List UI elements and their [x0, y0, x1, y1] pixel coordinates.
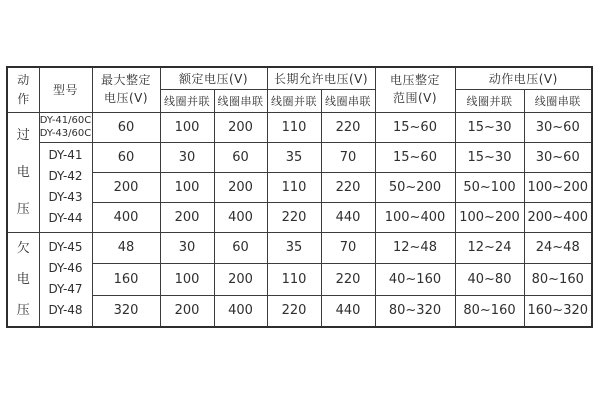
value-cell: 40~160 [375, 264, 455, 296]
value-cell: 80~160 [455, 295, 524, 327]
data-row [7, 264, 592, 296]
model-label: DY-48 [48, 303, 83, 317]
value-cell: 100~400 [375, 202, 455, 232]
header-max-setting-voltage [92, 67, 160, 112]
value-cell: 440 [321, 295, 375, 327]
value-cell: 400 [214, 202, 267, 232]
value-cell: 200 [92, 172, 160, 202]
value-cell: 80~160 [524, 264, 592, 296]
value-cell: 200~400 [524, 202, 592, 232]
data-row [7, 142, 592, 172]
section-char: 压 [16, 302, 30, 318]
section-char: 电 [16, 271, 30, 287]
value-cell: 35 [267, 142, 321, 172]
header-setting-range-line: 范围(V) [392, 91, 438, 106]
value-cell: 160~320 [524, 295, 592, 327]
value-cell: 100~200 [524, 172, 592, 202]
value-cell: 200 [160, 202, 214, 232]
relay-spec-table-container [6, 66, 593, 328]
value-cell: 100 [160, 172, 214, 202]
value-cell: 30 [160, 142, 214, 172]
header-action-line: 动 [17, 72, 30, 87]
value-cell: 400 [92, 202, 160, 232]
model-label: DY-44 [48, 211, 83, 225]
data-row [7, 232, 592, 264]
value-cell: 100 [160, 264, 214, 296]
model-cell [39, 112, 92, 142]
data-row [7, 295, 592, 327]
value-cell: 220 [267, 295, 321, 327]
model-label: DY-42 [48, 169, 83, 183]
model-label: DY-43 [48, 190, 83, 204]
value-cell: 50~200 [375, 172, 455, 202]
value-cell: 24~48 [524, 232, 592, 264]
header-coil-series-longterm: 线圈串联 [321, 89, 375, 112]
value-cell: 110 [267, 112, 321, 142]
value-cell: 12~48 [375, 232, 455, 264]
header-coil-series-operating: 线圈串联 [524, 89, 592, 112]
header-model: 型号 [39, 67, 92, 112]
model-label: DY-43/60C [39, 128, 92, 139]
data-row [7, 112, 592, 142]
model-cell [39, 142, 92, 232]
header-row-1 [7, 67, 592, 89]
value-cell: 160 [92, 264, 160, 296]
value-cell: 200 [214, 264, 267, 296]
value-cell: 50~100 [455, 172, 524, 202]
value-cell: 400 [214, 295, 267, 327]
value-cell: 220 [321, 172, 375, 202]
section-undervoltage-label [7, 232, 39, 327]
value-cell: 220 [321, 112, 375, 142]
value-cell: 320 [92, 295, 160, 327]
model-label: DY-45 [48, 240, 83, 254]
value-cell: 100 [160, 112, 214, 142]
header-action-line: 作 [17, 91, 30, 106]
value-cell: 30~60 [524, 142, 592, 172]
section-char: 过 [16, 127, 30, 143]
value-cell: 80~320 [375, 295, 455, 327]
header-coil-series-rated: 线圈串联 [214, 89, 267, 112]
section-char: 电 [16, 164, 30, 180]
header-max-setting-line: 最大整定 [100, 73, 151, 88]
header-coil-parallel-rated: 线圈并联 [160, 89, 214, 112]
header-max-setting-line: 电压(V) [103, 91, 149, 106]
value-cell: 40~80 [455, 264, 524, 296]
value-cell: 70 [321, 142, 375, 172]
model-label: DY-41 [48, 148, 83, 162]
value-cell: 100~200 [455, 202, 524, 232]
model-label: DY-47 [48, 282, 83, 296]
value-cell: 48 [92, 232, 160, 264]
header-operating-voltage: 动作电压(V) [455, 67, 592, 89]
value-cell: 70 [321, 232, 375, 264]
value-cell: 60 [92, 142, 160, 172]
value-cell: 60 [214, 232, 267, 264]
model-label: DY-46 [48, 261, 83, 275]
value-cell: 30~60 [524, 112, 592, 142]
header-coil-parallel-operating: 线圈并联 [455, 89, 524, 112]
data-row [7, 172, 592, 202]
value-cell: 15~60 [375, 142, 455, 172]
value-cell: 220 [321, 264, 375, 296]
section-char: 欠 [16, 240, 30, 256]
header-setting-range [375, 67, 455, 112]
header-coil-parallel-longterm: 线圈并联 [267, 89, 321, 112]
section-overvoltage-label [7, 112, 39, 232]
value-cell: 15~30 [455, 142, 524, 172]
header-setting-range-line: 电压整定 [389, 73, 440, 88]
value-cell: 200 [214, 112, 267, 142]
header-action [7, 67, 39, 112]
value-cell: 15~30 [455, 112, 524, 142]
value-cell: 15~60 [375, 112, 455, 142]
value-cell: 110 [267, 264, 321, 296]
header-rated-voltage: 额定电压(V) [160, 67, 267, 89]
data-row [7, 202, 592, 232]
value-cell: 12~24 [455, 232, 524, 264]
value-cell: 440 [321, 202, 375, 232]
model-cell [39, 232, 92, 327]
relay-spec-table [6, 66, 593, 328]
value-cell: 60 [92, 112, 160, 142]
value-cell: 200 [214, 172, 267, 202]
value-cell: 60 [214, 142, 267, 172]
value-cell: 200 [160, 295, 214, 327]
section-char: 压 [16, 201, 30, 217]
value-cell: 30 [160, 232, 214, 264]
model-label: DY-41/60C [39, 115, 92, 126]
value-cell: 110 [267, 172, 321, 202]
header-long-term-voltage: 长期允许电压(V) [267, 67, 375, 89]
value-cell: 35 [267, 232, 321, 264]
value-cell: 220 [267, 202, 321, 232]
